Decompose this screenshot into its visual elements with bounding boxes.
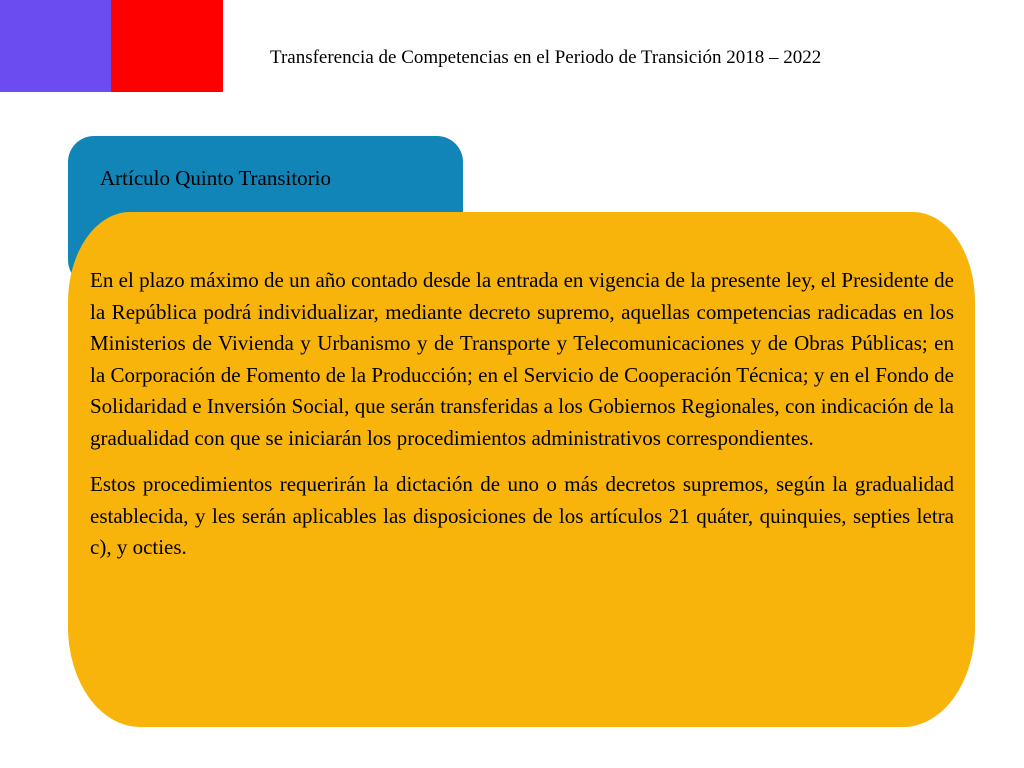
corner-accent-red xyxy=(111,0,223,92)
article-paragraph-2: Estos procedimientos requerirán la dictación de uno o más decretos supremos, según la gradualidad establecida, y les serán aplicables las disposiciones de los artículos 21 quáter, quinquies, septies letra c), y octies. xyxy=(90,472,954,559)
corner-accent-purple xyxy=(0,0,111,92)
slide-header-title: Transferencia de Competencias en el Periodo de Transición 2018 – 2022 xyxy=(270,47,822,68)
article-paragraph-1: En el plazo máximo de un año contado desde la entrada en vigencia de la presente ley, el Presidente de la República podrá individualizar, mediante decreto supremo, aquellas competencias radicadas en los Ministerios de Vivienda y Urbanismo y de Transporte y Telecomunicaciones y de Obras Públicas; en la Corporación de Fomento de la Producción; en el Servicio de Cooperación Técnica; y en el Fondo de Solidaridad e Inversión Social, que serán transferidas a los Gobiernos Regionales, con indicación de la gradualidad con que se iniciarán los procedimientos administrativos correspondientes. xyxy=(90,268,954,450)
article-body xyxy=(90,265,954,579)
article-heading: Artículo Quinto Transitorio xyxy=(100,166,332,190)
